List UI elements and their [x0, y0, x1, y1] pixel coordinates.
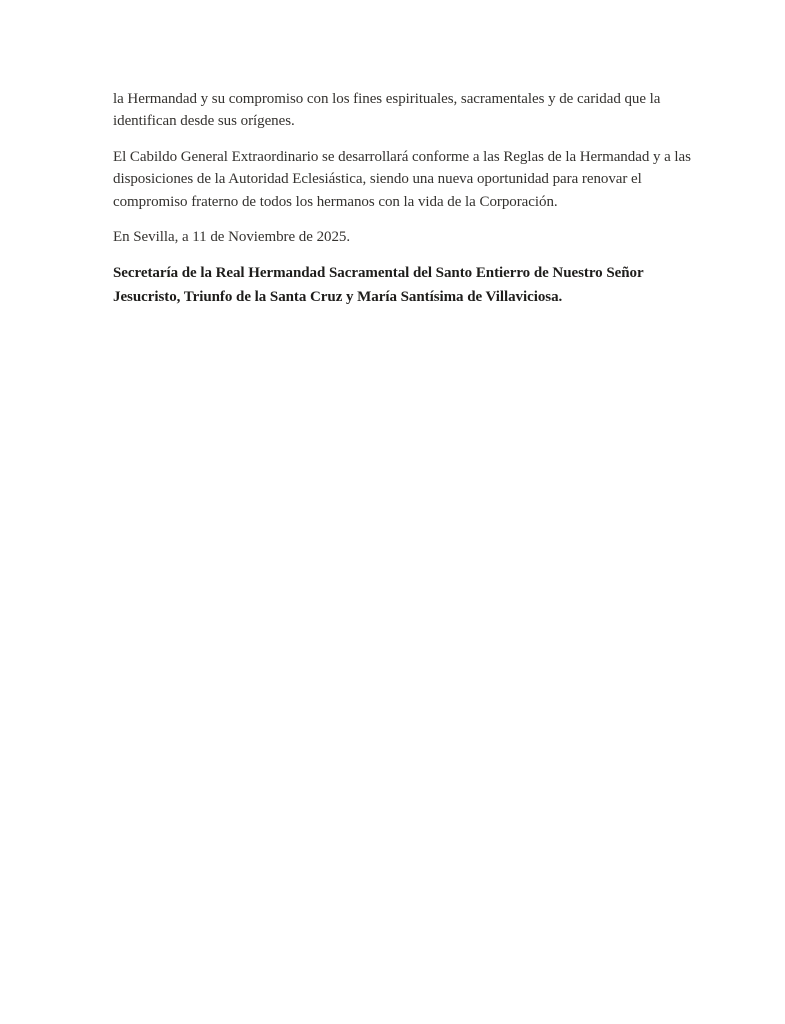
signature-secretaria: Secretaría de la Real Hermandad Sacramental del Santo Entierro de Nuestro Señor Jesucristo, Triunfo de la Santa Cruz y María Santísima de Villaviciosa. — [113, 265, 644, 305]
paragraph-cabildo-general: El Cabildo General Extraordinario se desarrollará conforme a las Reglas de la Hermandad y a las disposiciones de la Autoridad Eclesiástica, siendo una nueva oportunidad para renovar el compromiso fraterno de todos los hermanos con la vida de la Corporación. — [113, 148, 691, 210]
document-text-block — [113, 88, 705, 322]
date-place-line: En Sevilla, a 11 de Noviembre de 2025. — [113, 229, 351, 246]
paragraph-intro-continuation: la Hermandad y su compromiso con los fines espirituales, sacramentales y de caridad que la identifican desde sus orígenes. — [113, 91, 661, 130]
